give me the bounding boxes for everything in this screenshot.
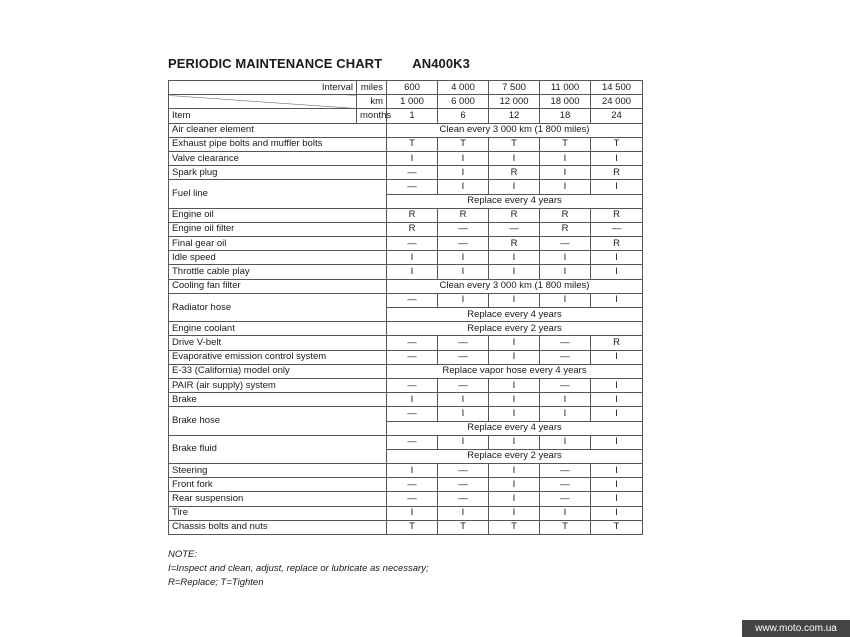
table-row xyxy=(169,407,643,421)
item-name: Chassis bolts and nuts xyxy=(169,520,387,534)
interval-cell: I xyxy=(387,251,438,265)
interval-cell: — xyxy=(591,222,643,236)
table-row xyxy=(169,208,643,222)
note-line: R=Replace; T=Tighten xyxy=(168,577,264,588)
interval-cell: — xyxy=(387,237,438,251)
interval-cell: T xyxy=(489,137,540,151)
item-name: Throttle cable play xyxy=(169,265,387,279)
table-row xyxy=(169,265,643,279)
interval-cell: — xyxy=(489,222,540,236)
interval-cell: I xyxy=(438,251,489,265)
interval-cell: I xyxy=(438,407,489,421)
span-note-cell: Replace vapor hose every 4 years xyxy=(387,364,643,378)
notes xyxy=(168,548,429,590)
interval-cell: I xyxy=(489,251,540,265)
item-name: Front fork xyxy=(169,478,387,492)
header-row-months xyxy=(169,109,643,123)
interval-cell: I xyxy=(489,506,540,520)
interval-cell: I xyxy=(438,435,489,449)
table-row xyxy=(169,251,643,265)
table-row xyxy=(169,222,643,236)
interval-cell: R xyxy=(591,208,643,222)
interval-cell: T xyxy=(438,137,489,151)
interval-cell: I xyxy=(591,350,643,364)
miles-cell: 4 000 xyxy=(438,81,489,95)
header-row-miles xyxy=(169,81,643,95)
table-row xyxy=(169,350,643,364)
table-row xyxy=(169,137,643,151)
item-name: Fuel line xyxy=(169,180,387,208)
item-name: Brake fluid xyxy=(169,435,387,463)
item-name: Air cleaner element xyxy=(169,123,387,137)
note-heading: NOTE: xyxy=(168,549,198,560)
table-row xyxy=(169,506,643,520)
interval-cell: I xyxy=(438,166,489,180)
interval-cell: I xyxy=(591,478,643,492)
interval-cell: — xyxy=(387,478,438,492)
interval-cell: I xyxy=(591,151,643,165)
interval-cell: I xyxy=(489,180,540,194)
item-name: Spark plug xyxy=(169,166,387,180)
interval-cell: — xyxy=(438,464,489,478)
interval-cell: I xyxy=(591,407,643,421)
interval-cell: T xyxy=(489,520,540,534)
span-note-cell: Replace every 4 years xyxy=(387,421,643,435)
interval-cell: R xyxy=(591,336,643,350)
interval-cell: I xyxy=(591,251,643,265)
interval-cell: I xyxy=(387,265,438,279)
maintenance-table xyxy=(168,80,643,535)
interval-cell: — xyxy=(438,478,489,492)
miles-cell: 600 xyxy=(387,81,438,95)
table-row xyxy=(169,123,643,137)
table-row xyxy=(169,180,643,194)
interval-cell: R xyxy=(387,222,438,236)
interval-cell: I xyxy=(591,506,643,520)
table-row xyxy=(169,322,643,336)
item-header: Item xyxy=(169,109,357,123)
interval-cell: I xyxy=(489,435,540,449)
span-note-cell: Clean every 3 000 km (1 800 miles) xyxy=(387,279,643,293)
item-name: Drive V-belt xyxy=(169,336,387,350)
months-cell: 24 xyxy=(591,109,643,123)
table-row xyxy=(169,279,643,293)
item-name: Engine oil filter xyxy=(169,222,387,236)
table-row xyxy=(169,492,643,506)
interval-cell: I xyxy=(489,336,540,350)
interval-header: Interval xyxy=(169,81,357,95)
interval-cell: I xyxy=(489,293,540,307)
miles-cell: 14 500 xyxy=(591,81,643,95)
interval-cell: I xyxy=(591,293,643,307)
table-body xyxy=(169,81,643,535)
interval-cell: R xyxy=(540,222,591,236)
table-row xyxy=(169,166,643,180)
item-name: Idle speed xyxy=(169,251,387,265)
interval-cell: I xyxy=(591,492,643,506)
interval-cell: — xyxy=(540,378,591,392)
interval-cell: — xyxy=(438,222,489,236)
interval-cell: — xyxy=(387,492,438,506)
interval-cell: — xyxy=(438,237,489,251)
item-name: E-33 (California) model only xyxy=(169,364,387,378)
item-name: Final gear oil xyxy=(169,237,387,251)
interval-cell: I xyxy=(489,350,540,364)
table-row xyxy=(169,464,643,478)
months-cell: 18 xyxy=(540,109,591,123)
miles-cell: 11 000 xyxy=(540,81,591,95)
table-row xyxy=(169,293,643,307)
interval-cell: I xyxy=(489,492,540,506)
note-line: I=Inspect and clean, adjust, replace or lubricate as necessary; xyxy=(168,563,429,574)
table-row xyxy=(169,364,643,378)
interval-cell: I xyxy=(438,180,489,194)
interval-cell: T xyxy=(387,137,438,151)
km-cell: 6 000 xyxy=(438,95,489,109)
span-note-cell: Clean every 3 000 km (1 800 miles) xyxy=(387,123,643,137)
table-row xyxy=(169,435,643,449)
interval-cell: I xyxy=(387,464,438,478)
interval-cell: — xyxy=(387,435,438,449)
interval-cell: I xyxy=(387,393,438,407)
item-name: Engine oil xyxy=(169,208,387,222)
chart-title: PERIODIC MAINTENANCE CHART xyxy=(168,56,383,71)
interval-cell: R xyxy=(591,237,643,251)
interval-cell: I xyxy=(489,407,540,421)
item-name: Steering xyxy=(169,464,387,478)
table-row xyxy=(169,378,643,392)
interval-cell: I xyxy=(489,478,540,492)
interval-cell: — xyxy=(540,464,591,478)
table-row xyxy=(169,520,643,534)
interval-cell: I xyxy=(540,251,591,265)
interval-cell: I xyxy=(540,166,591,180)
interval-cell: — xyxy=(540,478,591,492)
item-name: PAIR (air supply) system xyxy=(169,378,387,392)
span-note-cell: Replace every 4 years xyxy=(387,308,643,322)
interval-cell: I xyxy=(540,435,591,449)
table-row xyxy=(169,478,643,492)
interval-cell: — xyxy=(387,166,438,180)
site-watermark: www.moto.com.ua xyxy=(742,620,850,637)
item-name: Brake hose xyxy=(169,407,387,435)
interval-cell: I xyxy=(438,506,489,520)
table-row xyxy=(169,237,643,251)
interval-cell: I xyxy=(591,393,643,407)
interval-cell: I xyxy=(387,506,438,520)
unit-km: km xyxy=(357,95,387,109)
interval-cell: I xyxy=(540,151,591,165)
interval-cell: I xyxy=(591,265,643,279)
interval-cell: I xyxy=(489,378,540,392)
interval-cell: I xyxy=(540,393,591,407)
interval-cell: I xyxy=(591,435,643,449)
interval-cell: I xyxy=(540,407,591,421)
interval-cell: — xyxy=(387,350,438,364)
interval-cell: R xyxy=(489,237,540,251)
interval-cell: T xyxy=(591,520,643,534)
interval-cell: I xyxy=(591,378,643,392)
header-row-km xyxy=(169,95,643,109)
item-name: Engine coolant xyxy=(169,322,387,336)
unit-miles: miles xyxy=(357,81,387,95)
interval-cell: — xyxy=(438,336,489,350)
interval-cell: — xyxy=(540,350,591,364)
miles-cell: 7 500 xyxy=(489,81,540,95)
interval-cell: — xyxy=(387,378,438,392)
span-note-cell: Replace every 4 years xyxy=(387,194,643,208)
diagonal-header-cell xyxy=(169,95,357,109)
months-cell: 6 xyxy=(438,109,489,123)
interval-cell: R xyxy=(540,208,591,222)
interval-cell: I xyxy=(438,265,489,279)
interval-cell: T xyxy=(591,137,643,151)
interval-cell: T xyxy=(540,137,591,151)
interval-cell: R xyxy=(591,166,643,180)
km-cell: 24 000 xyxy=(591,95,643,109)
interval-cell: R xyxy=(489,166,540,180)
interval-cell: I xyxy=(438,151,489,165)
item-name: Evaporative emission control system xyxy=(169,350,387,364)
interval-cell: I xyxy=(591,464,643,478)
interval-cell: — xyxy=(540,237,591,251)
table-row xyxy=(169,151,643,165)
table-row xyxy=(169,393,643,407)
km-cell: 18 000 xyxy=(540,95,591,109)
interval-cell: I xyxy=(591,180,643,194)
page-title xyxy=(168,56,470,71)
interval-cell: T xyxy=(387,520,438,534)
interval-cell: — xyxy=(387,336,438,350)
model-name: AN400K3 xyxy=(412,56,471,71)
interval-cell: I xyxy=(540,293,591,307)
interval-cell: I xyxy=(540,180,591,194)
item-name: Cooling fan filter xyxy=(169,279,387,293)
interval-cell: I xyxy=(489,151,540,165)
item-name: Brake xyxy=(169,393,387,407)
item-name: Valve clearance xyxy=(169,151,387,165)
interval-cell: — xyxy=(387,180,438,194)
interval-cell: — xyxy=(438,350,489,364)
interval-cell: I xyxy=(540,506,591,520)
km-cell: 12 000 xyxy=(489,95,540,109)
interval-cell: R xyxy=(387,208,438,222)
item-name: Tire xyxy=(169,506,387,520)
unit-months: months xyxy=(357,109,387,123)
interval-cell: T xyxy=(540,520,591,534)
months-cell: 1 xyxy=(387,109,438,123)
interval-cell: I xyxy=(489,464,540,478)
interval-cell: — xyxy=(438,378,489,392)
interval-cell: — xyxy=(540,492,591,506)
span-note-cell: Replace every 2 years xyxy=(387,449,643,463)
interval-cell: R xyxy=(489,208,540,222)
interval-cell: I xyxy=(540,265,591,279)
interval-cell: R xyxy=(438,208,489,222)
item-name: Radiator hose xyxy=(169,293,387,321)
interval-cell: I xyxy=(438,293,489,307)
interval-cell: — xyxy=(540,336,591,350)
interval-cell: I xyxy=(387,151,438,165)
interval-cell: I xyxy=(438,393,489,407)
table-row xyxy=(169,336,643,350)
interval-cell: — xyxy=(387,293,438,307)
interval-cell: — xyxy=(387,407,438,421)
item-name: Exhaust pipe bolts and muffler bolts xyxy=(169,137,387,151)
interval-cell: — xyxy=(438,492,489,506)
interval-cell: I xyxy=(489,393,540,407)
item-name: Rear suspension xyxy=(169,492,387,506)
interval-cell: T xyxy=(438,520,489,534)
months-cell: 12 xyxy=(489,109,540,123)
interval-cell: I xyxy=(489,265,540,279)
span-note-cell: Replace every 2 years xyxy=(387,322,643,336)
km-cell: 1 000 xyxy=(387,95,438,109)
